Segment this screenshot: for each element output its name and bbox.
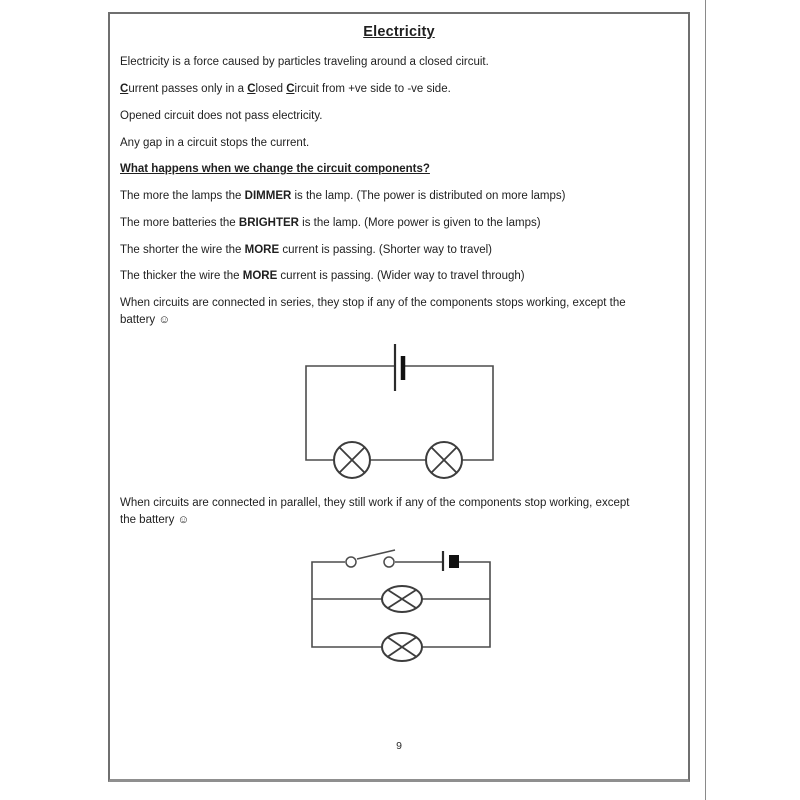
underlined-letter: C [120, 83, 129, 95]
text-line: When circuits are connected in parallel, they still work if any of the components stop working, except [120, 497, 630, 509]
bold-word: MORE [244, 244, 280, 256]
battery-icon [395, 344, 403, 391]
switch-icon [346, 550, 395, 567]
lamp-icon [334, 442, 370, 478]
lamp-icon [382, 633, 422, 661]
paragraph-parallel [120, 495, 629, 529]
text-segment: is the lamp. (More power is given to the lamps) [298, 217, 541, 229]
paragraph-intro: Electricity is a force caused by particles traveling around a closed circuit. [120, 56, 489, 68]
section-heading: What happens when we change the circuit components? [120, 163, 430, 175]
lamp-icon [382, 586, 422, 612]
text-segment: ircuit from +ve side to -ve side. [294, 83, 451, 95]
underlined-letter: C [247, 83, 256, 95]
text-segment: The thicker the wire the [120, 270, 243, 282]
text-segment: The more batteries the [120, 217, 239, 229]
bold-word: DIMMER [244, 190, 292, 202]
paragraph-shorter-wire [120, 242, 492, 259]
parallel-circuit-diagram [300, 540, 510, 670]
parallel-circuit-svg [300, 540, 510, 670]
underlined-letter: C [286, 83, 295, 95]
bold-word: BRIGHTER [238, 217, 299, 229]
bold-word: MORE [242, 270, 278, 282]
paragraph-gap: Any gap in a circuit stops the current. [120, 137, 310, 149]
page-number: 9 [396, 740, 402, 752]
series-circuit-svg [290, 338, 510, 488]
paragraph-current [120, 81, 451, 98]
series-circuit-diagram [290, 338, 510, 488]
paragraph-more-batteries [120, 215, 541, 232]
page-title: Electricity [363, 24, 435, 40]
text-segment: The shorter the wire the [120, 244, 245, 256]
wire [306, 366, 493, 460]
text-segment: current is passing. (Shorter way to travel) [279, 244, 492, 256]
page-edge-line [705, 0, 706, 800]
paragraph-thicker-wire [120, 268, 525, 285]
battery-icon [443, 551, 459, 571]
paragraph-more-lamps [120, 188, 566, 205]
text-segment: is the lamp. (The power is distributed on more lamps) [291, 190, 566, 202]
text-segment: current is passing. (Wider way to travel through) [277, 270, 525, 282]
text-segment: losed [255, 83, 287, 95]
paragraph-series [120, 295, 626, 329]
text-line: battery ☺ [120, 314, 171, 326]
text-segment: urrent passes only in a [128, 83, 248, 95]
text-line: the battery ☺ [120, 514, 190, 526]
text-segment: The more the lamps the [120, 190, 245, 202]
paragraph-opened-circuit: Opened circuit does not pass electricity. [120, 110, 323, 122]
text-line: When circuits are connected in series, they stop if any of the components stops working, except the [120, 297, 626, 309]
lamp-icon [426, 442, 462, 478]
